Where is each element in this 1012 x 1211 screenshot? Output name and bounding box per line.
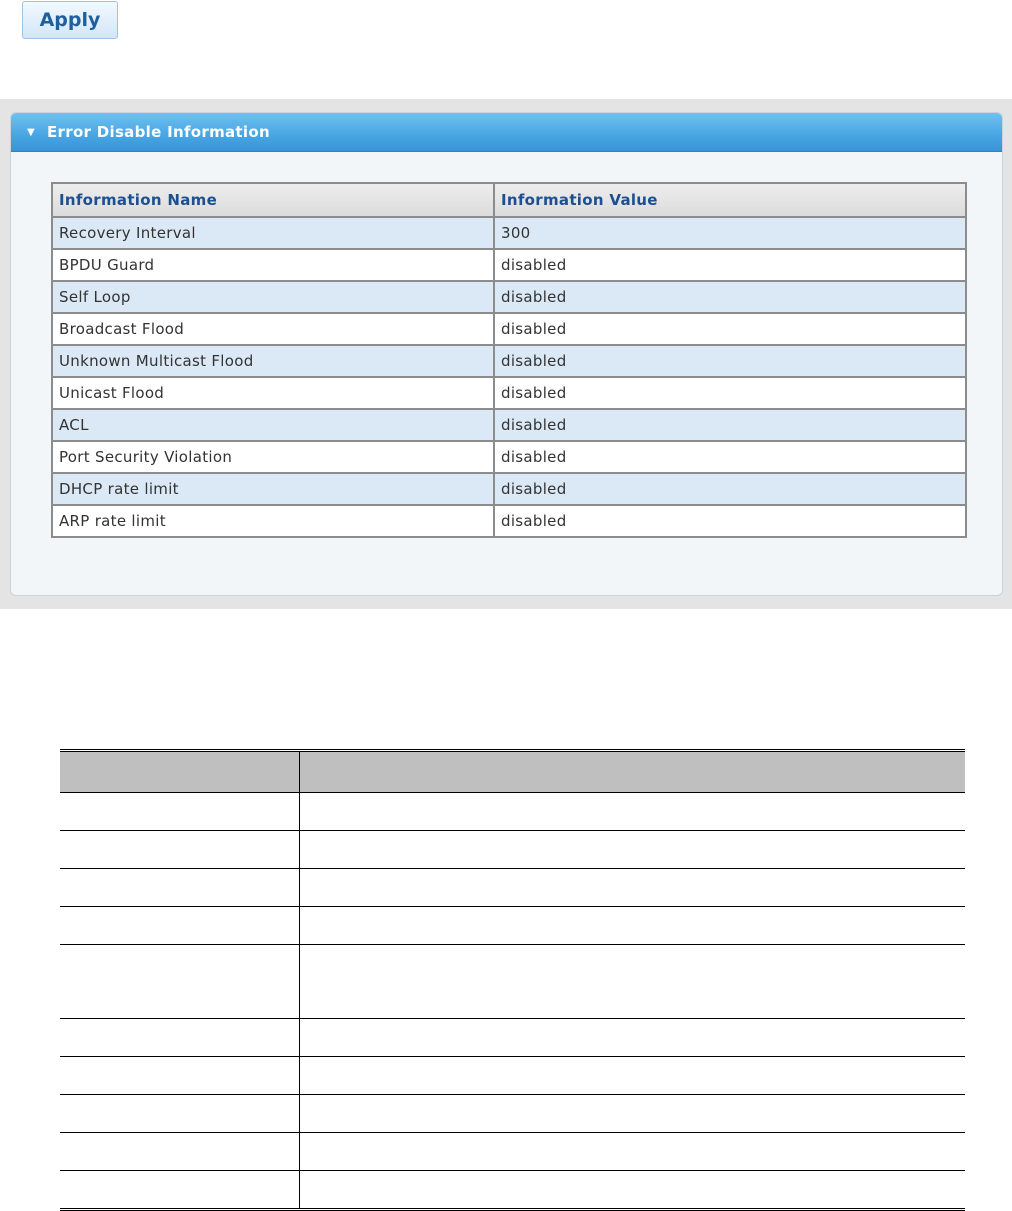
row-name: DHCP rate limit	[52, 473, 494, 505]
row-value: disabled	[494, 313, 966, 345]
desc-cell	[300, 1171, 966, 1210]
desc-row	[60, 869, 965, 907]
row-name: Self Loop	[52, 281, 494, 313]
desc-cell	[60, 869, 300, 907]
column-header-value: Information Value	[494, 183, 966, 217]
panel-header[interactable]	[11, 113, 1002, 152]
desc-row	[60, 1171, 965, 1210]
row-value: 300	[494, 217, 966, 249]
desc-row	[60, 1095, 965, 1133]
error-disable-panel	[10, 112, 1003, 596]
apply-button[interactable]: Apply	[22, 1, 118, 39]
desc-header-row	[60, 751, 965, 793]
desc-row	[60, 1057, 965, 1095]
row-name: Port Security Violation	[52, 441, 494, 473]
desc-header-object	[60, 751, 300, 793]
desc-row	[60, 945, 965, 1019]
row-value: disabled	[494, 441, 966, 473]
table-row	[52, 281, 966, 313]
desc-row	[60, 831, 965, 869]
desc-cell	[300, 1057, 966, 1095]
panel-title: Error Disable Information	[47, 123, 270, 141]
row-value: disabled	[494, 505, 966, 537]
desc-cell	[60, 945, 300, 1019]
row-name: Unknown Multicast Flood	[52, 345, 494, 377]
table-header-row	[52, 183, 966, 217]
desc-header-description	[300, 751, 966, 793]
row-value: disabled	[494, 249, 966, 281]
desc-cell	[300, 869, 966, 907]
table-row	[52, 313, 966, 345]
row-name: ARP rate limit	[52, 505, 494, 537]
description-table	[60, 749, 965, 1211]
row-name: ACL	[52, 409, 494, 441]
info-table	[51, 182, 967, 538]
row-name: Broadcast Flood	[52, 313, 494, 345]
desc-cell	[60, 1171, 300, 1210]
desc-cell	[300, 1133, 966, 1171]
table-row	[52, 505, 966, 537]
desc-cell	[300, 831, 966, 869]
row-name: Recovery Interval	[52, 217, 494, 249]
row-value: disabled	[494, 345, 966, 377]
row-name: Unicast Flood	[52, 377, 494, 409]
table-row	[52, 473, 966, 505]
table-row	[52, 409, 966, 441]
table-row	[52, 217, 966, 249]
desc-cell	[300, 1095, 966, 1133]
column-header-name: Information Name	[52, 183, 494, 217]
desc-cell	[300, 1019, 966, 1057]
row-value: disabled	[494, 473, 966, 505]
desc-cell	[300, 907, 966, 945]
table-row	[52, 249, 966, 281]
row-value: disabled	[494, 281, 966, 313]
row-value: disabled	[494, 377, 966, 409]
panel-container	[0, 99, 1012, 609]
desc-row	[60, 907, 965, 945]
desc-cell	[60, 831, 300, 869]
desc-cell	[60, 907, 300, 945]
desc-cell	[60, 1019, 300, 1057]
desc-row	[60, 1019, 965, 1057]
collapse-arrow-icon[interactable]: ▼	[27, 126, 35, 138]
desc-cell	[300, 945, 966, 1019]
desc-cell	[60, 1057, 300, 1095]
row-name: BPDU Guard	[52, 249, 494, 281]
table-row	[52, 441, 966, 473]
desc-cell	[300, 793, 966, 831]
desc-row	[60, 1133, 965, 1171]
desc-cell	[60, 1095, 300, 1133]
desc-cell	[60, 1133, 300, 1171]
desc-cell	[60, 793, 300, 831]
table-row	[52, 345, 966, 377]
table-row	[52, 377, 966, 409]
row-value: disabled	[494, 409, 966, 441]
desc-row	[60, 793, 965, 831]
